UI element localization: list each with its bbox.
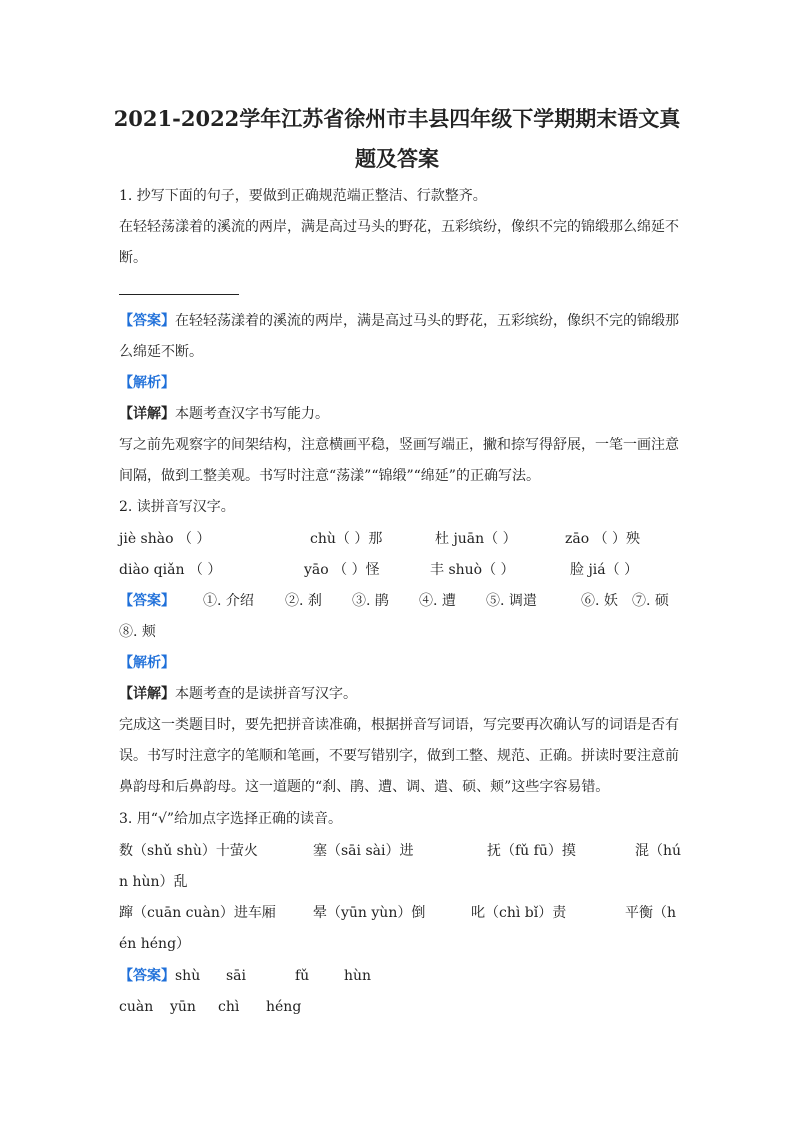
q2-detail-line	[119, 684, 357, 704]
q3-row1-item: 抚（fǔ fū）摸	[487, 843, 576, 859]
q1-prompt: 1. 抄写下面的句子，要做到正确规范端正整洁、行款整齐。	[119, 188, 487, 204]
q2-row1-item: chù（ ）那	[310, 531, 383, 547]
q2-explain-line-2: 误。书写时注意字的笔顺和笔画，不要写错别字，做到工整、规范、正确。拼读时要注意前	[119, 748, 679, 764]
q2-answer-item: ①. 介绍	[203, 593, 254, 609]
q3-answer-item: hùn	[344, 968, 372, 984]
q3-answer-item: yūn	[170, 999, 196, 1015]
q2-answer-item: ③. 鹃	[352, 593, 389, 609]
answer-tag: 【答案】	[119, 313, 175, 329]
q2-row2-item: diào qiǎn （ ）	[119, 562, 222, 578]
q3-answer-item: cuàn	[119, 999, 154, 1015]
q1-detail-text: 本题考查汉字书写能力。	[175, 406, 329, 422]
q3-row2-wrap: én héng）	[119, 936, 191, 952]
q3-answer-item: shù	[175, 968, 201, 984]
q3-row1-item: 数（shǔ shù）十萤火	[119, 843, 258, 859]
q2-row1-item: zāo （ ）殃	[565, 531, 641, 547]
q1-detail-line	[119, 404, 329, 424]
q3-answer-item: chì	[218, 999, 240, 1015]
q3-row2-item: 蹿（cuān cuàn）进车厢	[119, 905, 276, 921]
q2-answer-item: ⑦. 硕	[632, 593, 669, 609]
q1-sentence-line-1: 在轻轻荡漾着的溪流的两岸，满是高过马头的野花，五彩缤纷，像织不完的锦缎那么绵延不	[119, 219, 679, 235]
q3-prompt: 3. 用“√”给加点字选择正确的读音。	[119, 811, 343, 827]
q3-answer-item: héng	[266, 999, 302, 1015]
q3-row2-item: 晕（yūn yùn）倒	[313, 905, 426, 921]
q2-answer-item: ⑥. 妖	[581, 593, 618, 609]
detail-tag: 【详解】	[119, 406, 175, 422]
q1-analysis-tag: 【解析】	[119, 375, 175, 391]
q2-row1-item: jiè shào （ ）	[119, 531, 211, 547]
q1-explain-line-2: 间隔，做到工整美观。书写时注意“荡漾”“锦缎”“绵延”的正确写法。	[119, 468, 540, 484]
q2-explain-line-3: 鼻韵母和后鼻韵母。这一道题的“刹、鹃、遭、调、遣、硕、颊”这些字容易错。	[119, 779, 610, 795]
q1-explain-line-1: 写之前先观察字的间架结构，注意横画平稳，竖画写端正，撇和捺写得舒展，一笔一画注意	[119, 437, 679, 453]
q2-answer-item: ②. 刹	[285, 593, 322, 609]
q2-analysis-tag: 【解析】	[119, 655, 175, 671]
q3-row1-item: 塞（sāi sài）进	[313, 843, 414, 859]
q3-answer-item: sāi	[226, 968, 247, 984]
q1-answer-text: 在轻轻荡漾着的溪流的两岸，满是高过马头的野花，五彩缤纷，像织不完的锦缎那	[175, 313, 679, 329]
detail-tag: 【详解】	[119, 686, 175, 702]
q2-explain-line-1: 完成这一类题目时，要先把拼音读准确，根据拼音写词语，写完要再次确认写的词语是否有	[119, 717, 679, 733]
q2-answer-item: ④. 遭	[419, 593, 456, 609]
q3-answer-tag: 【答案】	[119, 968, 175, 984]
q3-row2-item: 叱（chì bǐ）责	[471, 905, 567, 921]
q3-row1-wrap: n hùn）乱	[119, 874, 188, 890]
q2-row2-item: 脸 jiá（ ）	[570, 562, 639, 578]
q2-prompt: 2. 读拼音写汉字。	[119, 499, 235, 515]
answer-blank-line	[119, 294, 239, 295]
q3-row1-item: 混（hú	[635, 843, 682, 859]
q2-answer-item: ⑧. 颊	[119, 624, 156, 640]
q1-sentence-line-2: 断。	[119, 250, 147, 266]
document-title-line-2: 题及答案	[355, 146, 439, 171]
q2-row1-item: 杜 juān（ ）	[435, 531, 517, 547]
q2-row2-item: yāo （ ）怪	[304, 562, 380, 578]
q3-answer-item: fǔ	[295, 968, 310, 984]
q1-answer-line-2: 么绵延不断。	[119, 344, 203, 360]
q2-answer-item: ⑤. 调遣	[486, 593, 537, 609]
document-title-line-1: 2021-2022学年江苏省徐州市丰县四年级下学期期末语文真	[113, 106, 681, 131]
q1-answer-line-1	[119, 311, 679, 331]
q2-answer-tag: 【答案】	[119, 593, 175, 609]
q2-detail-text: 本题考查的是读拼音写汉字。	[175, 686, 357, 702]
q3-row2-item: 平衡（h	[625, 905, 677, 921]
q2-row2-item: 丰 shuò（ ）	[430, 562, 515, 578]
